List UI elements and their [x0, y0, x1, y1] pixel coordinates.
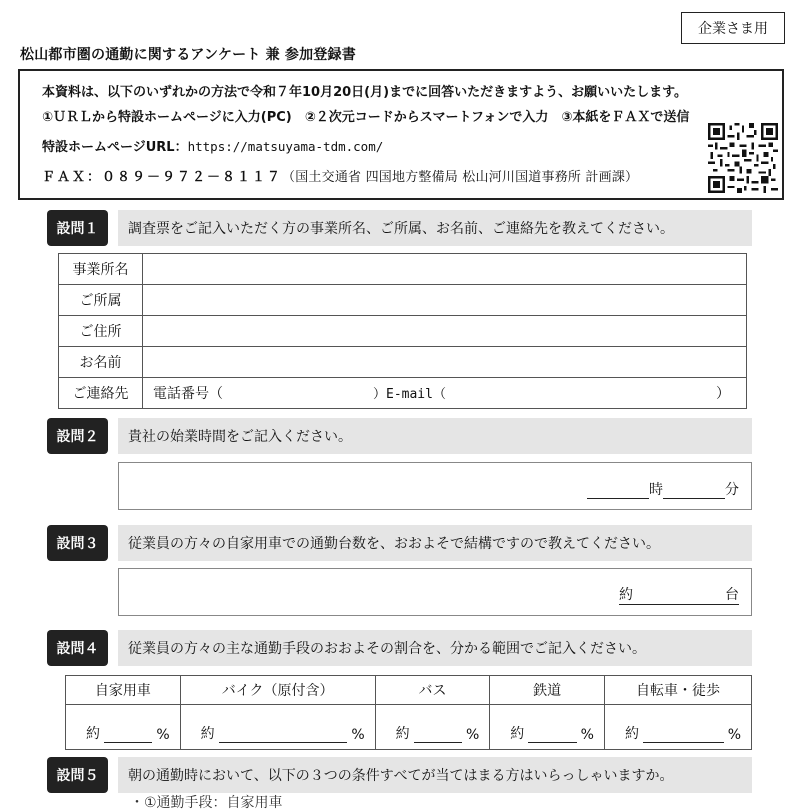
question-2-text: 貴社の始業時間をご記入ください。 — [118, 418, 752, 454]
percent-unit: % — [465, 727, 480, 743]
qr-code-icon[interactable] — [708, 123, 778, 193]
question-3-header — [47, 525, 752, 561]
mode-bike-walk-cell — [604, 705, 751, 750]
mode-motorbike-field[interactable] — [219, 729, 348, 743]
submission-methods: ①ＵＲＬから特設ホームページに入力(PC) ②２次元コードからスマートフォンで入力 ③本紙をＦＡＸで送信 — [42, 110, 690, 125]
approx-label: 約 — [200, 726, 215, 742]
question-2-header — [47, 418, 752, 454]
car-count-approx: 約 — [619, 584, 633, 605]
fax-number: ０８９－９７２－８１１７ — [102, 170, 283, 185]
question-2-label: 設問２ — [47, 418, 108, 454]
table-row — [59, 378, 747, 409]
fax-label: ＦＡＸ： — [42, 170, 103, 185]
question-1-header — [47, 210, 752, 246]
address-field[interactable] — [143, 316, 747, 347]
approx-label: 約 — [86, 726, 100, 742]
contact-field — [143, 378, 747, 409]
approx-label: 約 — [395, 726, 410, 742]
commute-mode-table — [65, 675, 752, 750]
audience-badge: 企業さま用 — [681, 12, 785, 44]
contact-info-table — [58, 253, 747, 409]
address-label: ご住所 — [59, 316, 143, 347]
question-4-text: 従業員の方々の主な通勤手段のおおよその割合を、分かる範囲でご記入ください。 — [118, 630, 752, 666]
approx-label: 約 — [624, 726, 639, 742]
email-label: ）E-mail（ — [373, 387, 446, 402]
table-row — [66, 705, 752, 750]
mode-rail-header: 鉄道 — [490, 676, 605, 705]
table-row — [59, 254, 747, 285]
company-name-label: 事業所名 — [59, 254, 143, 285]
name-label: お名前 — [59, 347, 143, 378]
mode-bus-field[interactable] — [414, 729, 462, 743]
deadline-text: 本資料は、以下のいずれかの方法で令和７年10月20日(月)までに回答いただきますよう、お願いいたします。 — [42, 85, 688, 100]
car-count-unit: 台 — [725, 584, 739, 605]
mode-motorbike-cell — [180, 705, 375, 750]
mode-car-header: 自家用車 — [66, 676, 181, 705]
start-time-box — [118, 462, 752, 510]
car-count-box — [118, 568, 752, 616]
question-4-header — [47, 630, 752, 666]
table-row — [59, 285, 747, 316]
question-3-label: 設問３ — [47, 525, 108, 561]
fax-line — [42, 166, 638, 185]
email-field[interactable] — [446, 383, 716, 403]
phone-field[interactable] — [223, 383, 373, 403]
question-5-condition-1: ・①通勤手段：自家用車 — [130, 795, 283, 811]
percent-unit: % — [351, 727, 365, 743]
hour-unit: 時 — [649, 482, 663, 498]
contact-label: ご連絡先 — [59, 378, 143, 409]
table-row — [59, 316, 747, 347]
name-field[interactable] — [143, 347, 747, 378]
website-url-link[interactable]: https://matsuyama-tdm.com/ — [187, 139, 384, 154]
close-paren: ） — [715, 386, 730, 402]
mode-car-cell — [66, 705, 181, 750]
company-name-field[interactable] — [143, 254, 747, 285]
url-label: 特設ホームページURL： — [42, 140, 188, 155]
minute-field[interactable] — [663, 485, 725, 499]
minute-unit: 分 — [725, 482, 739, 498]
question-3-text: 従業員の方々の自家用車での通勤台数を、おおよそで結構ですので教えてください。 — [118, 525, 752, 561]
question-4-label: 設問４ — [47, 630, 108, 666]
question-5-label: 設問５ — [47, 757, 108, 793]
approx-label: 約 — [510, 726, 525, 742]
mode-car-field[interactable] — [104, 729, 152, 743]
fax-organization: （国土交通省 四国地方整備局 松山河川国道事務所 計画課） — [282, 170, 639, 185]
table-row — [59, 347, 747, 378]
question-1-label: 設問１ — [47, 210, 108, 246]
phone-label: 電話番号（ — [153, 386, 223, 402]
mode-bike-walk-header: 自転車・徒歩 — [604, 676, 751, 705]
mode-rail-field[interactable] — [528, 729, 576, 743]
mode-bus-header: バス — [375, 676, 490, 705]
department-field[interactable] — [143, 285, 747, 316]
question-1-text: 調査票をご記入いただく方の事業所名、ご所属、お名前、ご連絡先を教えてください。 — [118, 210, 752, 246]
percent-unit: % — [727, 727, 741, 743]
percent-unit: % — [580, 727, 594, 743]
car-count-field[interactable] — [633, 591, 725, 605]
website-url-line — [42, 136, 383, 155]
mode-motorbike-header: バイク（原付含） — [180, 676, 375, 705]
mode-rail-cell — [490, 705, 605, 750]
table-row — [66, 676, 752, 705]
mode-bike-walk-field[interactable] — [643, 729, 724, 743]
hour-field[interactable] — [587, 485, 649, 499]
department-label: ご所属 — [59, 285, 143, 316]
question-5-text: 朝の通勤時において、以下の３つの条件すべてが当てはまる方はいらっしゃいますか。 — [118, 757, 752, 793]
question-5-header — [47, 757, 752, 793]
mode-bus-cell — [375, 705, 490, 750]
percent-unit: % — [156, 727, 170, 743]
instructions-box — [18, 69, 784, 200]
document-title: 松山都市圏の通勤に関するアンケート 兼 参加登録書 — [20, 47, 356, 63]
